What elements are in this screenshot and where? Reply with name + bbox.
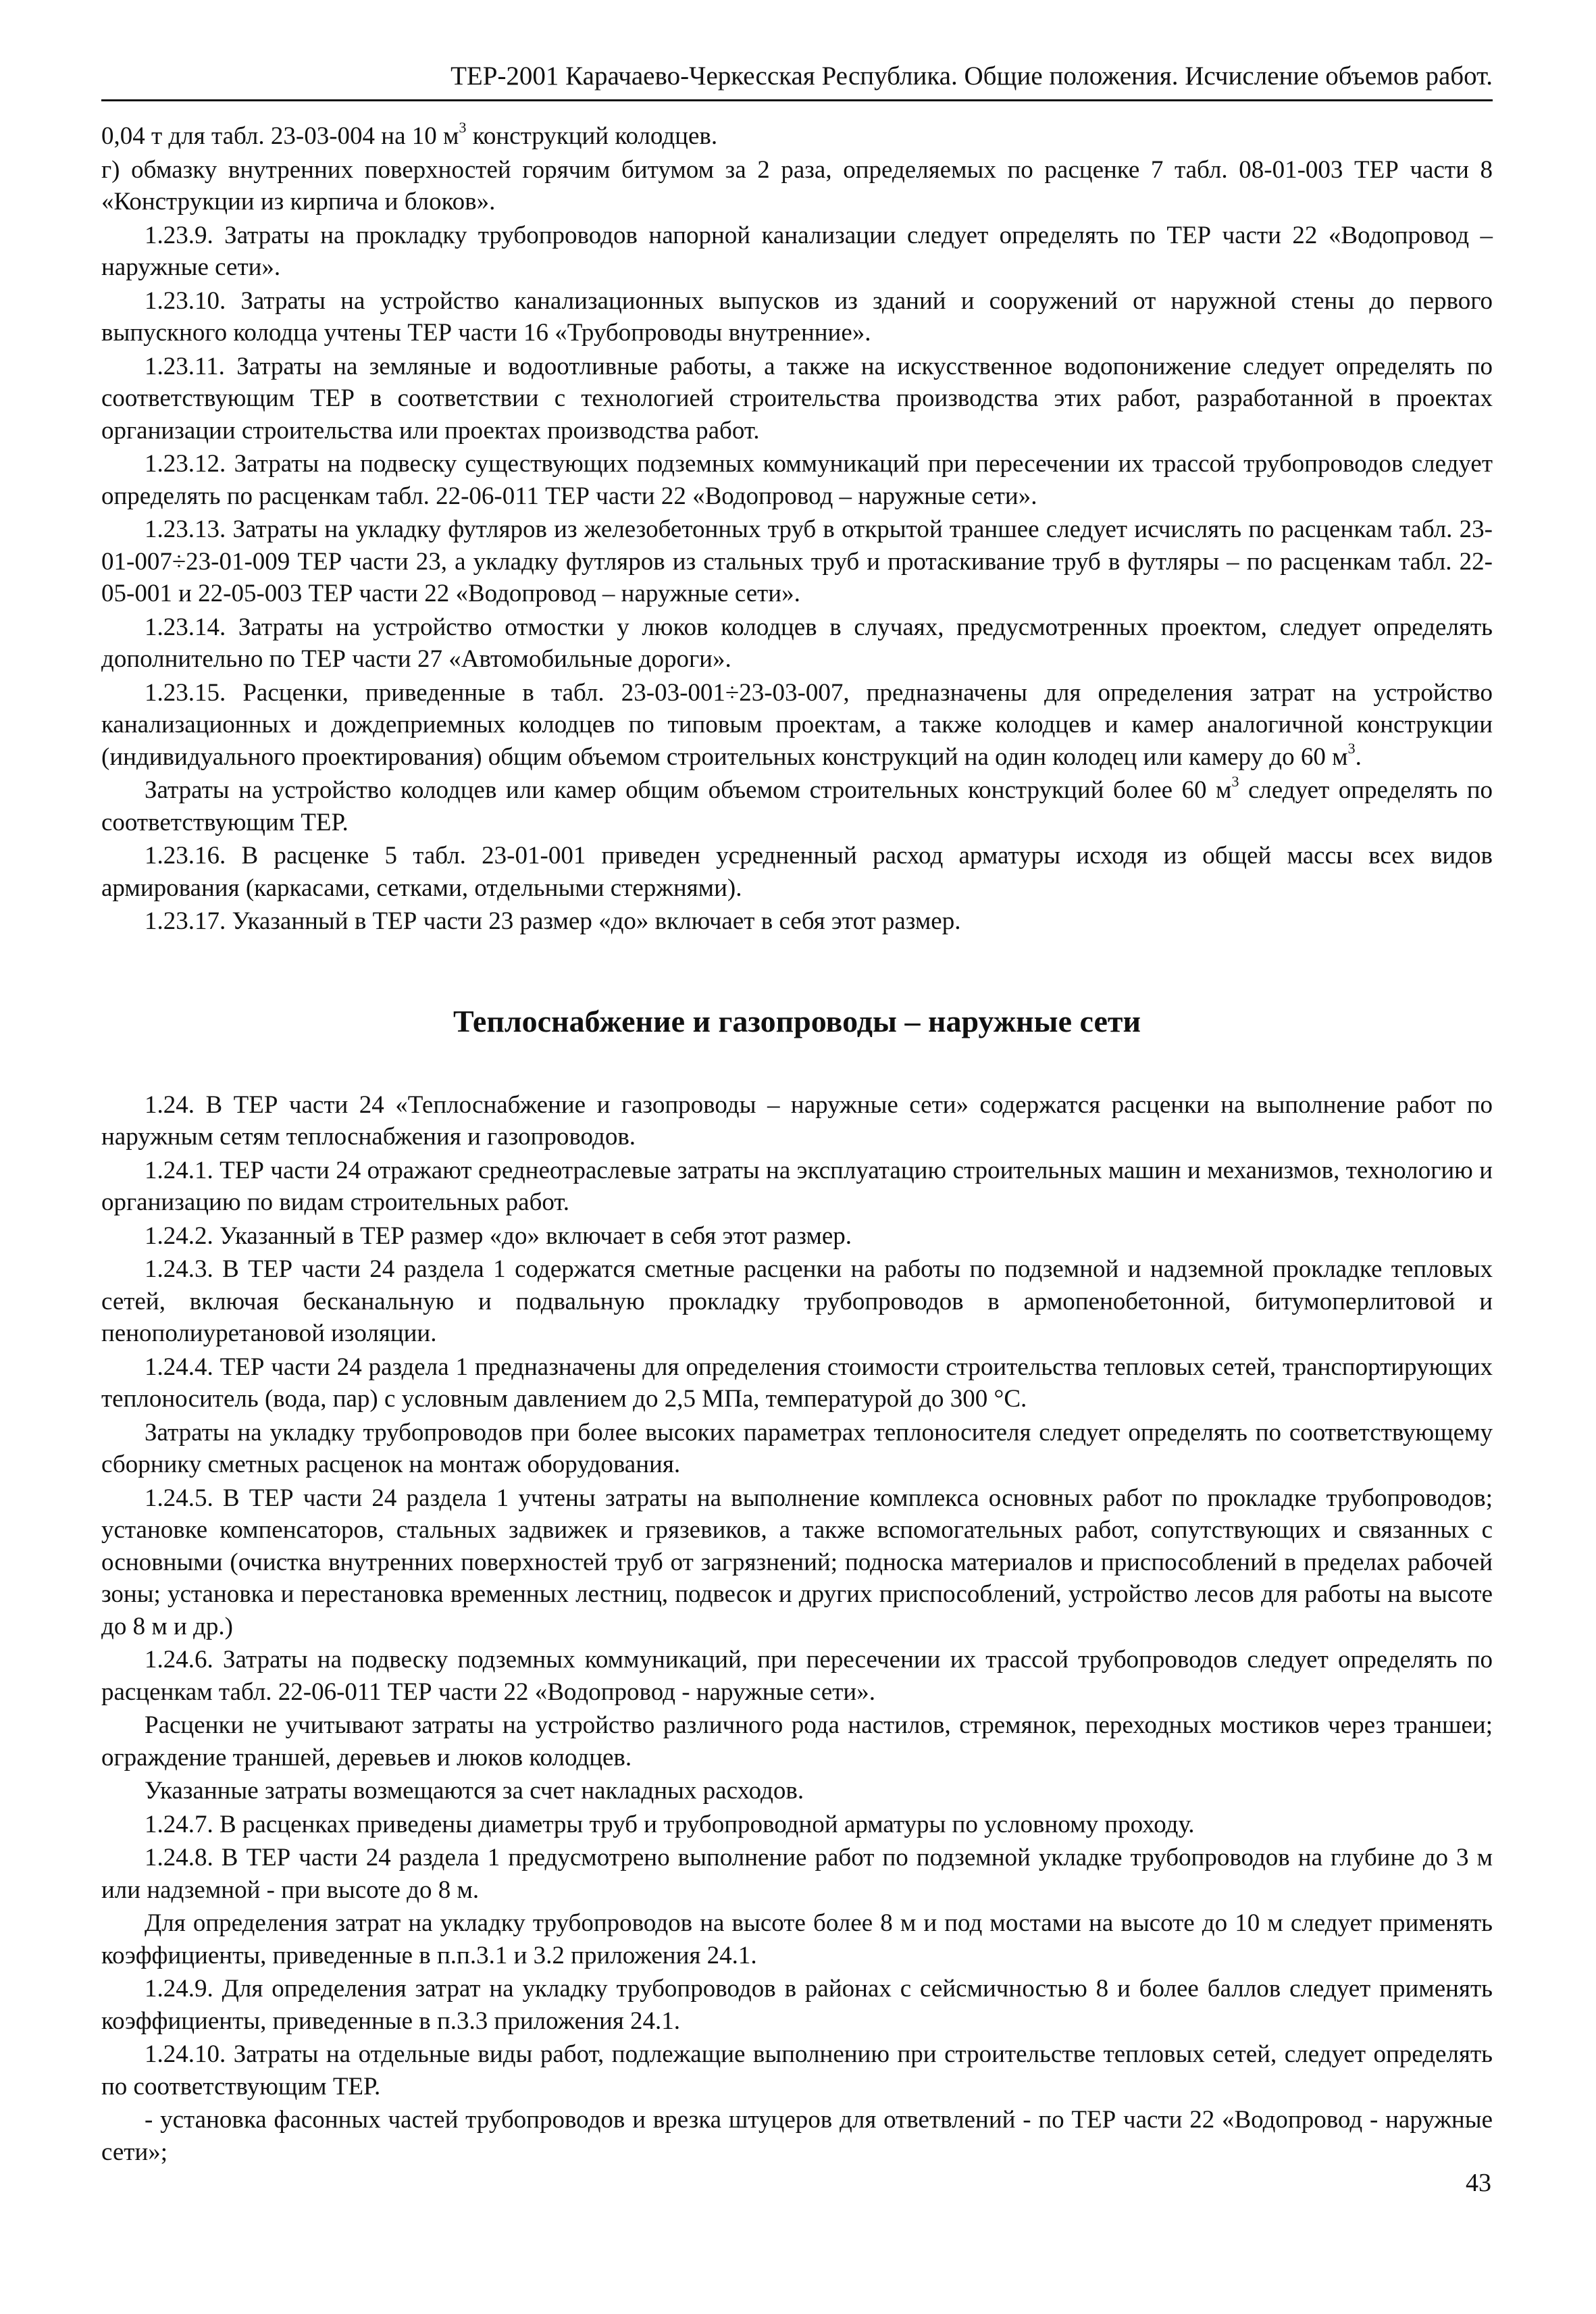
paragraph: [101, 220, 1493, 284]
paragraph-text: 1.23.9. Затраты на прокладку трубопроводов напорной канализации следует определять по ТЕР части 22 «Водопровод – наружные сети».: [101, 221, 1493, 281]
paragraph-text: 0,04 т для табл. 23-03-004 на 10 м: [101, 122, 459, 150]
paragraph-text: Затраты на укладку трубопроводов при более высоких параметрах теплоносителя следует определять по соответствующему сборнику сметных расценок на монтаж оборудования.: [101, 1418, 1493, 1478]
paragraph: [101, 677, 1493, 774]
paragraph: [101, 1775, 1493, 1807]
paragraph: [101, 448, 1493, 512]
paragraph-text: 1.24.8. В ТЕР части 24 раздела 1 предусмотрено выполнение работ по подземной укладке трубопроводов на глубине до 3 м или надземной - при высоте до 8 м.: [101, 1844, 1493, 1904]
paragraph: [101, 513, 1493, 610]
paragraph-text: 1.24.3. В ТЕР части 24 раздела 1 содержатся сметные расценки на работы по подземной и надземной прокладке тепловых сетей, включая бесканальную и подвальную прокладку трубопроводов в армопенобетонной, битумоперлитовой и пенополиуретановой изоляции.: [101, 1255, 1493, 1347]
paragraph: [101, 1644, 1493, 1708]
superscript: 3: [459, 119, 467, 136]
paragraph-text-tail: конструкций колодцев.: [466, 122, 718, 150]
paragraph-text: 1.23.16. В расценке 5 табл. 23-01-001 приведен усредненный расход арматуры исходя из общей массы всех видов армирования (каркасами, сетками, отдельными стержнями).: [101, 842, 1493, 902]
paragraph: [101, 1253, 1493, 1350]
paragraph: [101, 905, 1493, 938]
paragraph: [101, 2038, 1493, 2103]
paragraph: [101, 285, 1493, 349]
paragraph-text: 1.23.11. Затраты на земляные и водоотливные работы, а также на искусственное водопонижение следует определять по соответствующим ТЕР в соответствии с технологией строительства производства этих работ, разработанной в проектах организации строительства или проектах производства работ.: [101, 352, 1493, 445]
paragraph: [101, 1809, 1493, 1841]
paragraph: [101, 1220, 1493, 1253]
superscript: 3: [1347, 739, 1356, 757]
paragraph-text: Для определения затрат на укладку трубопроводов на высоте более 8 м и под мостами на высоте до 10 м следует применять коэффициенты, приведенные в п.п.3.1 и 3.2 приложения 24.1.: [101, 1909, 1493, 1969]
paragraph-text: 1.24.5. В ТЕР части 24 раздела 1 учтены затраты на выполнение комплекса основных работ по прокладке трубопроводов; установке компенсаторов, стальных задвижек и грязевиков, а также вспомогательных работ, сопутствующих и связанных с основными (очистка внутренних поверхностей труб от загрязнений; подноска материалов и приспособлений в пределах рабочей зоны; установка и перестановка временных лестниц, подвесок и других приспособлений, устройство лесов для работы на высоте до 8 м и др.): [101, 1484, 1493, 1640]
running-header: ТЕР-2001 Карачаево-Черкесская Республика. Общие положения. Исчисление объемов работ.: [451, 61, 1493, 91]
paragraph-text: 1.24.1. ТЕР части 24 отражают среднеотраслевые затраты на эксплуатацию строительных машин и механизмов, технологию и организацию по видам строительных работ.: [101, 1156, 1493, 1216]
paragraph-text: 1.24.6. Затраты на подвеску подземных коммуникаций, при пересечении их трассой трубопроводов следует определять по расценкам табл. 22-06-011 ТЕР части 22 «Водопровод - наружные сети».: [101, 1646, 1493, 1706]
paragraph: [101, 1907, 1493, 1971]
paragraph-text: г) обмазку внутренних поверхностей горячим битумом за 2 раза, определяемых по расценке 7 табл. 08-01-003 ТЕР части 8 «Конструкции из кирпича и блоков».: [101, 155, 1493, 216]
paragraph-text: 1.23.14. Затраты на устройство отмостки у люков колодцев в случаях, предусмотренных проектом, следует определять дополнительно по ТЕР части 27 «Автомобильные дороги».: [101, 613, 1493, 673]
page-number: 43: [1466, 2169, 1491, 2197]
paragraph-text: 1.24.7. В расценках приведены диаметры труб и трубопроводной арматуры по условному проходу.: [145, 1810, 1195, 1838]
paragraph-text: 1.23.13. Затраты на укладку футляров из железобетонных труб в открытой траншее следует исчислять по расценкам табл. 23-01-007÷23-01-009 ТЕР части 23, а укладку футляров из стальных труб и протаскивание труб в футляры – по расценкам табл. 22-05-001 и 22-05-003 ТЕР части 22 «Водопровод – наружные сети».: [101, 515, 1493, 607]
paragraph: [101, 840, 1493, 904]
paragraph-text: 1.23.15. Расценки, приведенные в табл. 23-03-001÷23-03-007, предназначены для определения затрат на устройство канализационных и дождеприемных колодцев по типовым проектам, а также колодцев и камер аналогичной конструкции (индивидуального проектирования) общим объемом строительных конструкций на один колодец или камеру до 60 м: [101, 678, 1493, 771]
paragraph: [101, 2104, 1493, 2168]
header-rule: [101, 99, 1493, 101]
paragraph-text: 1.23.12. Затраты на подвеску существующих подземных коммуникаций при пересечении их трассой трубопроводов следует определять по расценкам табл. 22-06-011 ТЕР части 22 «Водопровод – наружные сети».: [101, 450, 1493, 510]
paragraph-text: 1.24.9. Для определения затрат на укладку трубопроводов в районах с сейсмичностью 8 и более баллов следует применять коэффициенты, приведенные в п.3.3 приложения 24.1.: [101, 1975, 1493, 2035]
paragraph: [101, 1482, 1493, 1643]
paragraph: [101, 1417, 1493, 1481]
section-heading: Теплоснабжение и газопроводы – наружные сети: [453, 1003, 1141, 1038]
paragraph: [101, 1351, 1493, 1415]
paragraph-text: 1.23.10. Затраты на устройство канализационных выпусков из зданий и сооружений от наружной стены до первого выпускного колодца учтены ТЕР части 16 «Трубопроводы внутренние».: [101, 286, 1493, 347]
paragraph: [101, 774, 1493, 838]
paragraph: [101, 1089, 1493, 1153]
paragraph-text: 1.24.2. Указанный в ТЕР размер «до» включает в себя этот размер.: [145, 1222, 852, 1250]
paragraph: [101, 351, 1493, 447]
section-text-block: [101, 1089, 1493, 2169]
paragraph-text: Указанные затраты возмещаются за счет накладных расходов.: [145, 1777, 804, 1805]
superscript: 3: [1231, 773, 1239, 790]
paragraph: [101, 611, 1493, 676]
page-content: [101, 120, 1493, 2169]
paragraph-text-tail: .: [1355, 743, 1362, 771]
paragraph-text: 1.24. В ТЕР части 24 «Теплоснабжение и газопроводы – наружные сети» содержатся расценки на выполнение работ по наружным сетям теплоснабжения и газопроводов.: [101, 1090, 1493, 1151]
paragraph-text: - установка фасонных частей трубопроводов и врезка штуцеров для ответвлений - по ТЕР части 22 «Водопровод - наружные сети»;: [101, 2106, 1493, 2166]
paragraph: [101, 1155, 1493, 1219]
paragraph-text: Затраты на устройство колодцев или камер общим объемом строительных конструкций более 60 м: [145, 776, 1232, 804]
paragraph: [101, 120, 1493, 153]
paragraph: [101, 1973, 1493, 2037]
paragraph-text: 1.23.17. Указанный в ТЕР части 23 размер «до» включает в себя этот размер.: [145, 907, 961, 935]
paragraph-text: 1.24.10. Затраты на отдельные виды работ, подлежащие выполнению при строительстве тепловых сетей, следует определять по соответствующим ТЕР.: [101, 2040, 1493, 2101]
top-text-block: [101, 120, 1493, 938]
paragraph: [101, 1709, 1493, 1774]
paragraph-text: Расценки не учитывают затраты на устройство различного рода настилов, стремянок, переходных мостиков через траншеи; ограждение траншей, деревьев и люков колодцев.: [101, 1711, 1493, 1771]
paragraph-text: 1.24.4. ТЕР части 24 раздела 1 предназначены для определения стоимости строительства тепловых сетей, транспортирующих теплоноситель (вода, пар) с условным давлением до 2,5 МПа, температурой до 300 °С.: [101, 1353, 1493, 1413]
paragraph: [101, 1842, 1493, 1906]
paragraph-text-tail: следует определять по соответствующим ТЕР.: [101, 776, 1493, 836]
paragraph: [101, 154, 1493, 218]
